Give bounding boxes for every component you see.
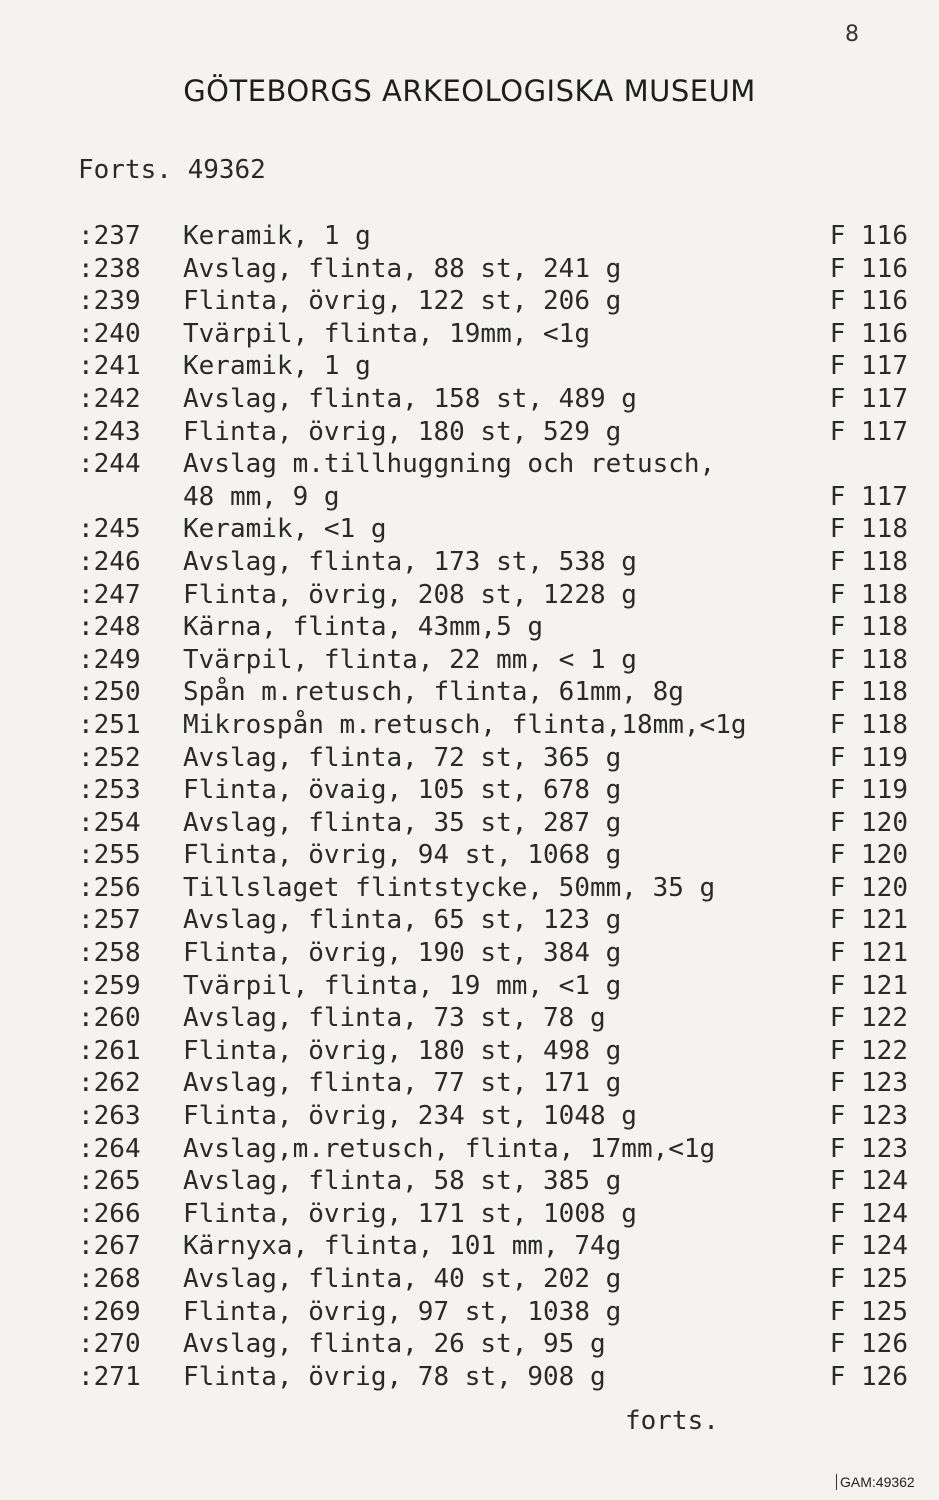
entry-number: :270 (78, 1329, 141, 1360)
entry-description: Mikrospån m.retusch, flinta,18mm,<1g (183, 709, 747, 740)
entry-number: :267 (78, 1231, 141, 1262)
entry-reference: F 120 (829, 840, 908, 871)
entry-description: Avslag, flinta, 73 st, 78 g (183, 1003, 606, 1034)
catalog-entry (78, 1100, 908, 1133)
entry-description: Flinta, övrig, 180 st, 498 g (183, 1035, 622, 1066)
catalog-entry (78, 676, 908, 709)
entry-description: Flinta, övrig, 171 st, 1008 g (183, 1198, 637, 1229)
museum-header: GÖTEBORGS ARKEOLOGISKA MUSEUM (183, 74, 756, 108)
entry-description: Avslag, flinta, 26 st, 95 g (183, 1329, 606, 1360)
catalog-entry (78, 1263, 908, 1296)
entry-reference: F 122 (829, 1035, 908, 1066)
entry-description: Avslag, flinta, 58 st, 385 g (183, 1166, 622, 1197)
page-number: 8 (845, 22, 859, 47)
catalog-entry (78, 318, 908, 351)
entry-description: Avslag, flinta, 77 st, 171 g (183, 1068, 622, 1099)
catalog-entry (78, 970, 908, 1003)
entry-description: Avslag, flinta, 40 st, 202 g (183, 1264, 622, 1294)
entry-description: Avslag, flinta, 173 st, 538 g (183, 546, 637, 577)
entry-reference: F 124 (829, 1198, 908, 1229)
entry-description: Flinta, övaig, 105 st, 678 g (183, 775, 622, 806)
entry-reference: F 123 (829, 1068, 908, 1099)
entry-description: Keramik, 1 g (183, 221, 371, 251)
entry-number: :255 (78, 840, 141, 871)
catalog-entry (78, 904, 908, 937)
entry-reference: F 117 (829, 481, 908, 512)
catalog-entry (78, 416, 908, 449)
entry-number: :264 (78, 1133, 141, 1164)
entry-description: Flinta, övrig, 180 st, 529 g (183, 416, 622, 447)
entry-description: Tvärpil, flinta, 19 mm, <1 g (183, 970, 622, 1001)
entry-reference: F 125 (829, 1264, 908, 1294)
catalog-entry (78, 1165, 908, 1198)
entry-reference: F 118 (829, 612, 908, 643)
catalog-entry (78, 1361, 908, 1394)
entry-description: Flinta, övrig, 234 st, 1048 g (183, 1101, 637, 1132)
entry-number: :266 (78, 1198, 141, 1229)
catalog-entry (78, 1133, 908, 1166)
entry-number: :271 (78, 1361, 141, 1392)
entry-number: :263 (78, 1101, 141, 1132)
catalog-entry (78, 383, 908, 416)
continuation-heading: Forts. 49362 (78, 155, 266, 185)
entry-reference: F 118 (829, 579, 908, 610)
entry-reference: F 125 (829, 1296, 908, 1327)
entry-reference: F 120 (829, 807, 908, 838)
catalog-entry (78, 937, 908, 970)
entry-reference: F 118 (829, 546, 908, 577)
entry-number: :253 (78, 775, 141, 806)
entry-description: Tillslaget flintstycke, 50mm, 35 g (183, 872, 716, 903)
entry-reference: F 117 (829, 351, 908, 382)
catalog-entry (78, 742, 908, 775)
catalog-entry (78, 1002, 908, 1035)
entry-number: :237 (78, 221, 141, 251)
entry-number: :257 (78, 905, 141, 936)
entry-description: Avslag, flinta, 65 st, 123 g (183, 905, 622, 936)
catalog-entry (78, 709, 908, 742)
entry-reference: F 116 (829, 286, 908, 317)
catalog-entry (78, 1328, 908, 1361)
entry-number: :260 (78, 1003, 141, 1034)
entry-number: :243 (78, 416, 141, 447)
catalog-entry (78, 285, 908, 318)
catalog-entry (78, 350, 908, 383)
continuation-footer: forts. (625, 1406, 719, 1436)
entry-description: Flinta, övrig, 190 st, 384 g (183, 938, 622, 969)
entry-reference: F 116 (829, 221, 908, 251)
entry-description: Kärna, flinta, 43mm,5 g (183, 612, 544, 643)
entry-description: Kärnyxa, flinta, 101 mm, 74g (183, 1231, 622, 1262)
entry-number: :249 (78, 644, 141, 675)
entry-reference: F 118 (829, 709, 908, 740)
catalog-entry (78, 611, 908, 644)
entry-number: :245 (78, 514, 141, 545)
entry-number: :248 (78, 612, 141, 643)
entry-reference: F 116 (829, 318, 908, 349)
catalog-id-label: GAM:49362 (836, 1474, 915, 1490)
entry-description: Tvärpil, flinta, 22 mm, < 1 g (183, 644, 637, 675)
entry-number: :239 (78, 286, 141, 317)
entry-description: Avslag, flinta, 35 st, 287 g (183, 807, 622, 838)
entry-number: :265 (78, 1166, 141, 1197)
catalog-entry (78, 1230, 908, 1263)
catalog-entry (78, 1296, 908, 1329)
entry-reference: F 118 (829, 644, 908, 675)
entry-reference: F 116 (829, 253, 908, 284)
entry-description: Tvärpil, flinta, 19mm, <1g (183, 318, 590, 349)
entry-reference: F 120 (829, 872, 908, 903)
entry-number: :238 (78, 253, 141, 284)
entry-reference: F 124 (829, 1166, 908, 1197)
catalog-entry (78, 220, 908, 253)
entry-number: :251 (78, 709, 141, 740)
entry-reference: F 122 (829, 1003, 908, 1034)
entry-number: :262 (78, 1068, 141, 1099)
entry-description: Avslag, flinta, 158 st, 489 g (183, 383, 637, 414)
catalog-entry (78, 1035, 908, 1068)
entry-description: 48 mm, 9 g (183, 481, 340, 512)
entry-reference: F 123 (829, 1133, 908, 1164)
entry-description: Flinta, övrig, 94 st, 1068 g (183, 840, 622, 871)
entry-description: Flinta, övrig, 78 st, 908 g (183, 1361, 606, 1392)
catalog-entry (78, 872, 908, 905)
entry-number: :252 (78, 742, 141, 773)
entry-number: :268 (78, 1264, 141, 1294)
entry-description: Flinta, övrig, 122 st, 206 g (183, 286, 622, 317)
entry-reference: F 121 (829, 970, 908, 1001)
entry-reference: F 119 (829, 742, 908, 773)
entry-number: :250 (78, 677, 141, 708)
entry-number: :241 (78, 351, 141, 382)
entry-number: :246 (78, 546, 141, 577)
entry-reference: F 118 (829, 514, 908, 545)
entry-reference: F 126 (829, 1361, 908, 1392)
catalog-entry (78, 774, 908, 807)
catalog-entry (78, 546, 908, 579)
entry-description: Avslag m.tillhuggning och retusch, (183, 449, 716, 480)
entry-reference: F 117 (829, 383, 908, 414)
entry-reference: F 119 (829, 775, 908, 806)
entry-number: :259 (78, 970, 141, 1001)
entry-number: :269 (78, 1296, 141, 1327)
entry-number: :244 (78, 449, 141, 480)
entry-description: Keramik, <1 g (183, 514, 387, 545)
entry-number: :258 (78, 938, 141, 969)
catalog-entry (78, 1198, 908, 1231)
entry-number: :247 (78, 579, 141, 610)
entry-number: :240 (78, 318, 141, 349)
entry-description: Flinta, övrig, 208 st, 1228 g (183, 579, 637, 610)
entry-reference: F 124 (829, 1231, 908, 1262)
entry-reference: F 117 (829, 416, 908, 447)
catalog-entry (78, 579, 908, 612)
entry-description: Avslag, flinta, 72 st, 365 g (183, 742, 622, 773)
catalog-entry-list (78, 220, 908, 1393)
entry-description: Avslag,m.retusch, flinta, 17mm,<1g (183, 1133, 716, 1164)
entry-number: :261 (78, 1035, 141, 1066)
entry-reference: F 121 (829, 905, 908, 936)
entry-reference: F 126 (829, 1329, 908, 1360)
entry-number: :242 (78, 383, 141, 414)
entry-number: :256 (78, 872, 141, 903)
entry-number: :254 (78, 807, 141, 838)
catalog-entry (78, 1067, 908, 1100)
entry-description: Keramik, 1 g (183, 351, 371, 382)
catalog-entry (78, 513, 908, 546)
catalog-entry (78, 253, 908, 286)
catalog-entry (78, 481, 908, 514)
entry-description: Flinta, övrig, 97 st, 1038 g (183, 1296, 622, 1327)
entry-reference: F 123 (829, 1101, 908, 1132)
entry-reference: F 118 (829, 677, 908, 708)
entry-description: Avslag, flinta, 88 st, 241 g (183, 253, 622, 284)
catalog-entry (78, 644, 908, 677)
entry-reference: F 121 (829, 938, 908, 969)
catalog-entry (78, 839, 908, 872)
catalog-entry (78, 807, 908, 840)
catalog-entry (78, 448, 908, 481)
entry-description: Spån m.retusch, flinta, 61mm, 8g (183, 677, 684, 708)
